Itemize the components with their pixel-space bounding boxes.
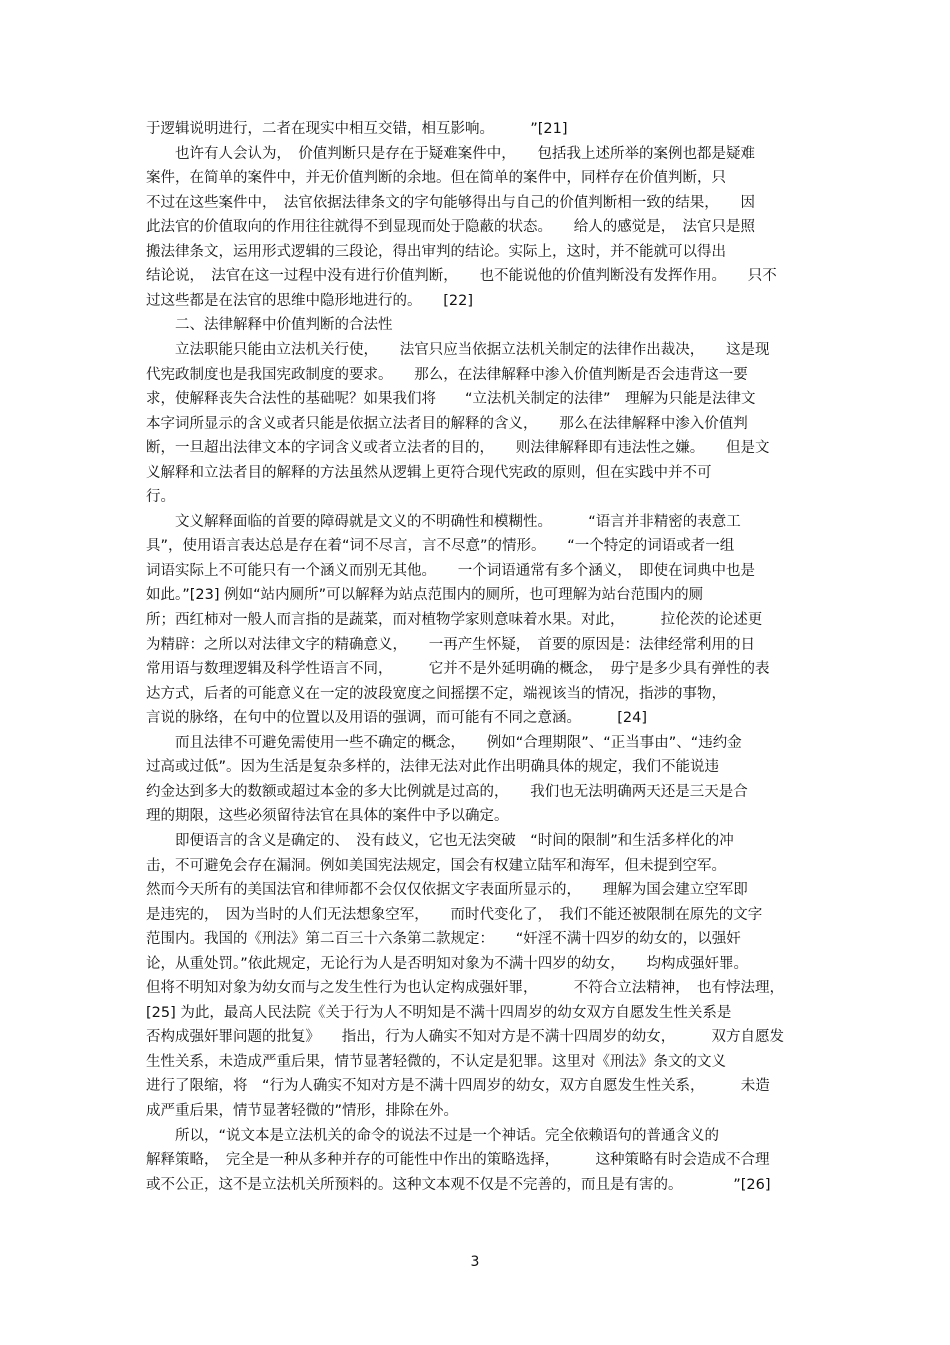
text-line: 进行了限缩，将 “行为人确实不知对方是不满十四周岁的幼女，双方自愿发生性关系， 未造 [146,1078,770,1095]
text-line: 而且法律不可避免需使用一些不确定的概念， 例如“合理期限”、“正当事由”、“违约金 [146,734,742,751]
text-line: 然而今天所有的美国法官和律师都不会仅仅依据文字表面所显示的， 理解为国会建立空军即 [146,882,748,899]
text-line: 断，一旦超出法律文本的字词含义或者立法者的目的， 则法律解释即有违法性之嫌。 但是文 [146,440,770,457]
text-line: 范围内。我国的《刑法》第二百三十六条第二款规定： “奸淫不满十四岁的幼女的，以强奸 [146,931,741,948]
text-line: 行。 [146,489,175,506]
text-line: 即便语言的含义是确定的、 没有歧义，它也无法突破 “时间的限制”和生活多样化的冲 [146,832,734,849]
text-line: 案件，在简单的案件中，并无价值判断的余地。但在简单的案件中，同样存在价值判断，只 [146,170,726,187]
text-line: 成严重后果，情节显著轻微的”情形，排除在外。 [146,1103,459,1119]
text-line: 过这些都是在法官的思维中隐形地进行的。 [22] [146,292,474,309]
page-number: 3 [470,1254,480,1270]
text-line: 文义解释面临的首要的障碍就是文义的不明确性和模糊性。 “语言并非精密的表意工 [146,513,741,530]
text-line: 于逻辑说明进行，二者在现实中相互交错，相互影响。 ”[21] [146,121,568,137]
text-line: 解释策略， 完全是一种从多种并存的可能性中作出的策略选择， 这种策略有时会造成不合理 [146,1152,770,1169]
text-line: 达方式，后者的可能意义在一定的波段宽度之间摇摆不定，端视该当的情况，指涉的事物， [146,685,726,702]
text-line: 论，从重处罚。”依此规定，无论行为人是否明知对象为不满十四岁的幼女， 均构成强奸罪。 [146,955,749,972]
text-line: 代宪政制度也是我国宪政制度的要求。 那么，在法律解释中渗入价值判断是否会违背这一要 [146,366,748,383]
text-line: 结论说， 法官在这一过程中没有进行价值判断， 也不能说他的价值判断没有发挥作用。 只不 [146,268,777,285]
text-line: 过高或过低”。因为生活是复杂多样的，法律无法对此作出明确具体的规定，我们不能说违 [146,759,720,776]
text-line: 也许有人会认为， 价值判断只是存在于疑难案件中， 包括我上述所举的案例也都是疑难 [146,145,755,162]
text-line: 但将不明知对象为幼女而与之发生性行为也认定构成强奸罪， 不符合立法精神， 也有悖法理， [146,980,784,997]
text-line: 搬法律条文，运用形式逻辑的三段论，得出审判的结论。实际上，这时，并不能就可以得出 [146,243,726,260]
text-line: 义解释和立法者目的解释的方法虽然从逻辑上更符合现代宪政的原则，但在实践中并不可 [146,464,712,481]
text-line: 求，使解释丧失合法性的基础呢？如果我们将 “立法机关制定的法律” 理解为只能是法律文 [146,391,756,408]
text-line: 为精辟：之所以对法律文字的精确意义， 一再产生怀疑， 首要的原因是：法律经常利用的日 [146,636,755,653]
text-line: 不过在这些案件中， 法官依据法律条文的字句能够得出与自己的价值判断相一致的结果， 因 [146,194,755,211]
text-line: 约金达到多大的数额或超过本金的多大比例就是过高的， 我们也无法明确两天还是三天是合 [146,783,748,800]
text-line: [25] 为此，最高人民法院《关于行为人不明知是不满十四周岁的幼女双方自愿发生性关系是 [146,1004,732,1021]
text-line: 生性关系，未造成严重后果，情节显著轻微的，不认定是犯罪。这里对《刑法》条文的文义 [146,1053,726,1070]
text-line: 所；西红柿对一般人而言指的是蔬菜，而对植物学家则意味着水果。对此， 拉伦茨的论述更 [146,612,763,628]
text-line: 立法职能只能由立法机关行使， 法官只应当依据立法机关制定的法律作出裁决， 这是现 [146,341,770,358]
text-line: 或不公正，这不是立法机关所预料的。这种文本观不仅是不完善的，而且是有害的。 ”[26] [146,1176,771,1193]
text-line: 击，不可避免会存在漏洞。例如美国宪法规定，国会有权建立陆军和海军，但未提到空军。 [146,857,726,874]
text-line: 此法官的价值取向的作用往往就得不到显现而处于隐蔽的状态。 给人的感觉是， 法官只是照 [146,219,755,236]
text-line: 理的期限，这些必须留待法官在具体的案件中予以确定。 [146,808,509,825]
text-line: 常用语与数理逻辑及科学性语言不同， 它并不是外延明确的概念， 毋宁是多少具有弹性的表 [146,661,770,678]
text-line: 词语实际上不可能只有一个涵义而别无其他。 一个词语通常有多个涵义， 即使在词典中也是 [146,562,755,579]
text-line: 所以，“说文本是立法机关的命令的说法不过是一个神话。完全依赖语句的普通含义的 [146,1127,720,1144]
text-line: 言说的脉络，在句中的位置以及用语的强调，而可能有不同之意涵。 [24] [146,710,648,727]
text-line: 否构成强奸罪问题的批复》 指出，行为人确实不知对方是不满十四周岁的幼女， 双方自愿发 [146,1029,784,1046]
text-line: 具”，使用语言表达总是存在着“词不尽言，言不尽意”的情形。 “一个特定的词语或者一组 [146,538,735,555]
text-line: 如此。”[23] 例如“站内厕所”可以解释为站点范围内的厕所，也可理解为站台范围内的厕 [146,587,704,604]
text-line: 本字词所显示的含义或者只能是依据立法者目的解释的含义， 那么在法律解释中渗入价值判 [146,415,748,432]
text-line: 是违宪的， 因为当时的人们无法想象空军， 而时代变化了， 我们不能还被限制在原先的文字 [146,906,763,923]
text-line: 二、法律解释中价值判断的合法性 [146,317,393,334]
